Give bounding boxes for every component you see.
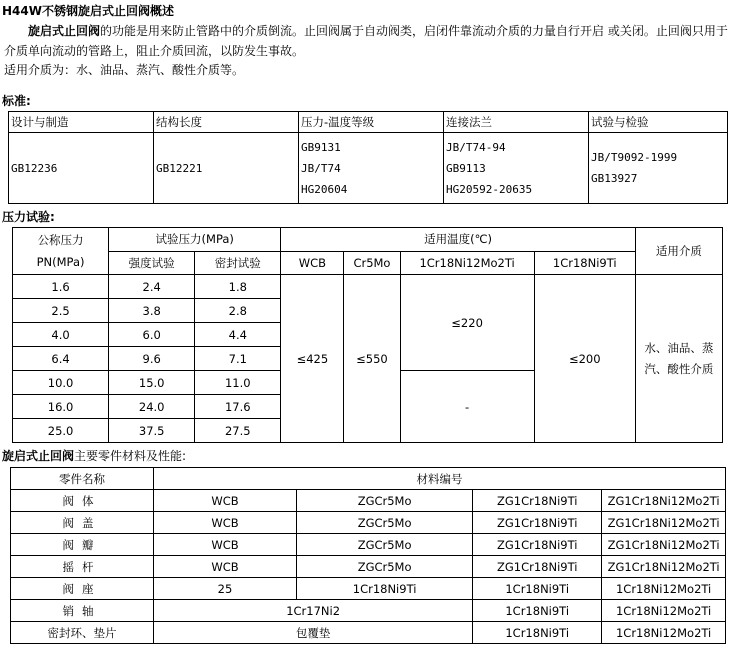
- mt-seat-1: 25: [154, 578, 297, 600]
- mt-cell-0-2: ZGCr5Mo: [297, 490, 473, 512]
- pt-seal-5: 17.6: [195, 395, 281, 419]
- pt-cr5mo-temp: ≤550: [344, 275, 400, 443]
- pt-pn-0: 1.6: [13, 275, 109, 299]
- mt-pin-1: 1Cr17Ni2: [154, 600, 473, 622]
- mt-cell-1-2: ZGCr5Mo: [297, 512, 473, 534]
- mt-cell-1-3: ZG1Cr18Ni9Ti: [473, 512, 602, 534]
- std-cell-design: GB12236: [9, 133, 154, 204]
- materials-table: [10, 467, 726, 644]
- pt-seal-0: 1.8: [195, 275, 281, 299]
- pt-header-media: 适用介质: [635, 228, 722, 275]
- mt-part-1: 阀盖: [11, 512, 154, 534]
- pt-strength-0: 2.4: [109, 275, 195, 299]
- pt-strength-5: 24.0: [109, 395, 195, 419]
- pt-header-temp: 适用温度(℃): [281, 228, 635, 252]
- pt-seal-4: 11.0: [195, 371, 281, 395]
- pt-strength-2: 6.0: [109, 323, 195, 347]
- mt-cell-2-2: ZGCr5Mo: [297, 534, 473, 556]
- pt-seal-1: 2.8: [195, 299, 281, 323]
- standards-table: [8, 111, 728, 204]
- std-header-design: 设计与制造: [9, 112, 154, 133]
- pt-strength-1: 3.8: [109, 299, 195, 323]
- pt-header-wcb: WCB: [281, 251, 344, 275]
- pt-pn-1: 2.5: [13, 299, 109, 323]
- pt-header-test: 试验压力(MPa): [109, 228, 281, 252]
- mt-part-pin: 销轴: [11, 600, 154, 622]
- pt-strength-4: 15.0: [109, 371, 195, 395]
- pressure-table: [12, 227, 723, 443]
- mt-seal-1: 包覆垫: [154, 622, 473, 644]
- mt-cell-3-3: ZG1Cr18Ni9Ti: [473, 556, 602, 578]
- mt-cell-0-4: ZG1Cr18Ni12Mo2Ti: [602, 490, 726, 512]
- pt-wcb-temp: ≤425: [281, 275, 344, 443]
- pt-seal-2: 4.4: [195, 323, 281, 347]
- pt-strength-3: 9.6: [109, 347, 195, 371]
- pt-strength-6: 37.5: [109, 419, 195, 443]
- pt-pn-2: 4.0: [13, 323, 109, 347]
- mt-seal-2: 1Cr18Ni9Ti: [473, 622, 602, 644]
- pt-pn-4: 10.0: [13, 371, 109, 395]
- std-cell-length: GB12221: [154, 133, 299, 204]
- mt-seat-3: 1Cr18Ni9Ti: [473, 578, 602, 600]
- materials-heading-rest: 主要零件材料及性能:: [74, 449, 187, 463]
- mt-cell-0-1: WCB: [154, 490, 297, 512]
- pt-header-cr5mo: Cr5Mo: [344, 251, 400, 275]
- mt-part-3: 摇杆: [11, 556, 154, 578]
- pt-header-pn: 公称压力 PN(MPa): [13, 228, 109, 275]
- intro-media: 适用介质为：水、油品、蒸汽、酸性介质等。: [4, 63, 245, 77]
- pt-seal-6: 27.5: [195, 419, 281, 443]
- intro-bold-lead: 旋启式止回阀: [28, 24, 101, 38]
- intro-text: 的功能是用来防止管路中的介质倒流。止回阀属于自动阀类，启闭件靠流动介质的力量自行开启 或关闭。止回阀只用于介质单向流动的管路上，阻止介质回流，以防发生事故。: [4, 24, 728, 58]
- pt-ni9-temp: ≤200: [534, 275, 635, 443]
- mt-seat-4: 1Cr18Ni12Mo2Ti: [602, 578, 726, 600]
- mt-pin-3: 1Cr18Ni12Mo2Ti: [602, 600, 726, 622]
- mt-seal-3: 1Cr18Ni12Mo2Ti: [602, 622, 726, 644]
- pt-ni12-temp-b: -: [400, 371, 534, 443]
- mt-header-code: 材料编号: [154, 468, 726, 490]
- std-cell-flange: JB/T74-94 GB9113 HG20592-20635: [444, 133, 589, 204]
- pt-header-seal: 密封试验: [195, 251, 281, 275]
- pt-header-ni9: 1Cr18Ni9Ti: [534, 251, 635, 275]
- pt-media: 水、油品、蒸汽、酸性介质: [635, 275, 722, 443]
- mt-part-seat: 阀座: [11, 578, 154, 600]
- pt-ni12-temp-a: ≤220: [400, 275, 534, 371]
- intro-paragraph: [4, 22, 732, 81]
- mt-cell-3-4: ZG1Cr18Ni12Mo2Ti: [602, 556, 726, 578]
- std-header-flange: 连接法兰: [444, 112, 589, 133]
- std-cell-test: JB/T9092-1999 GB13927: [589, 133, 728, 204]
- standards-heading: 标准:: [2, 94, 31, 108]
- materials-heading: [2, 447, 186, 464]
- mt-cell-0-3: ZG1Cr18Ni9Ti: [473, 490, 602, 512]
- mt-part-0: 阀体: [11, 490, 154, 512]
- mt-header-part: 零件名称: [11, 468, 154, 490]
- mt-cell-3-1: WCB: [154, 556, 297, 578]
- std-header-pressure: 压力-温度等级: [299, 112, 444, 133]
- mt-cell-2-3: ZG1Cr18Ni9Ti: [473, 534, 602, 556]
- mt-cell-3-2: ZGCr5Mo: [297, 556, 473, 578]
- mt-seat-2: 1Cr18Ni9Ti: [297, 578, 473, 600]
- pt-header-ni12: 1Cr18Ni12Mo2Ti: [400, 251, 534, 275]
- mt-part-2: 阀瓣: [11, 534, 154, 556]
- pressure-heading: 压力试验:: [2, 210, 55, 224]
- page-title: H44W不锈钢旋启式止回阀概述: [2, 4, 174, 18]
- pt-pn-6: 25.0: [13, 419, 109, 443]
- pt-seal-3: 7.1: [195, 347, 281, 371]
- mt-pin-2: 1Cr18Ni9Ti: [473, 600, 602, 622]
- pt-pn-5: 16.0: [13, 395, 109, 419]
- pt-pn-3: 6.4: [13, 347, 109, 371]
- mt-cell-1-1: WCB: [154, 512, 297, 534]
- mt-cell-1-4: ZG1Cr18Ni12Mo2Ti: [602, 512, 726, 534]
- mt-cell-2-4: ZG1Cr18Ni12Mo2Ti: [602, 534, 726, 556]
- std-header-test: 试验与检验: [589, 112, 728, 133]
- std-header-length: 结构长度: [154, 112, 299, 133]
- mt-part-seal: 密封环、垫片: [11, 622, 154, 644]
- materials-heading-bold: 旋启式止回阀: [2, 449, 75, 463]
- std-cell-pressure: GB9131 JB/T74 HG20604: [299, 133, 444, 204]
- pt-header-strength: 强度试验: [109, 251, 195, 275]
- mt-cell-2-1: WCB: [154, 534, 297, 556]
